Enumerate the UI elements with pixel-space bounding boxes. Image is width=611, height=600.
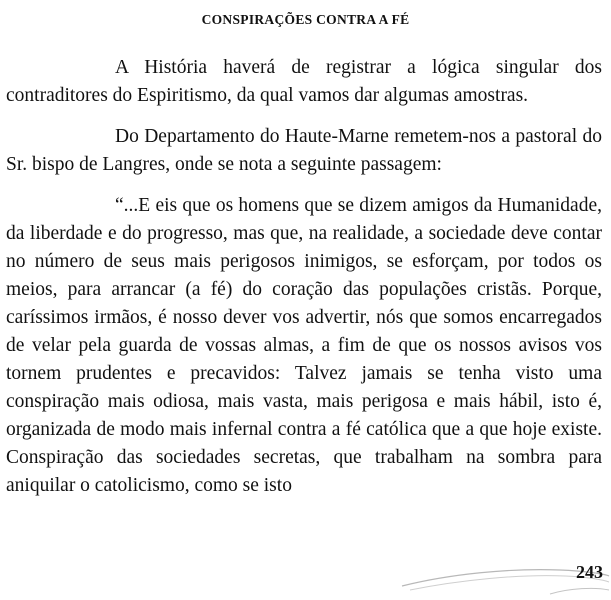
chapter-title: CONSPIRAÇÕES CONTRA A FÉ <box>201 12 410 27</box>
paragraph-pastoral: Do Departamento do Haute-Marne remetem-nos a pastoral do Sr. bispo de Langres, onde se nota a seguinte passagem: <box>6 126 602 175</box>
page-number: 243 <box>576 562 603 582</box>
body-text <box>6 54 602 500</box>
paragraph-intro: A História haverá de registrar a lógica singular dos contraditores do Espiritismo, da qual vamos dar algumas amostras. <box>6 57 602 106</box>
paragraph-quotation: “...E eis que os homens que se dizem amigos da Humanidade, da liberdade e do progresso, mas que, na realidade, a sociedade deve contar no número de seus mais perigosos inimigos, se esforçam, por todos os meios, para arrancar (a fé) do coração das populações cristãs. Porque, caríssimos irmãos, é nosso dever vos advertir, nós que somos encarregados de velar pela guarda de vossas almas, a fim de que os nossos avisos vos tornem prudentes e precavidos: Talvez jamais se tenha visto uma conspiração mais odiosa, mais vasta, mais perigosa e mais hábil, isto é, organizada de modo mais infernal contra a fé católica que a que hoje existe. Conspiração das sociedades secretas, que trabalham na sombra para aniquilar o catolicismo, como se isto <box>6 195 602 496</box>
